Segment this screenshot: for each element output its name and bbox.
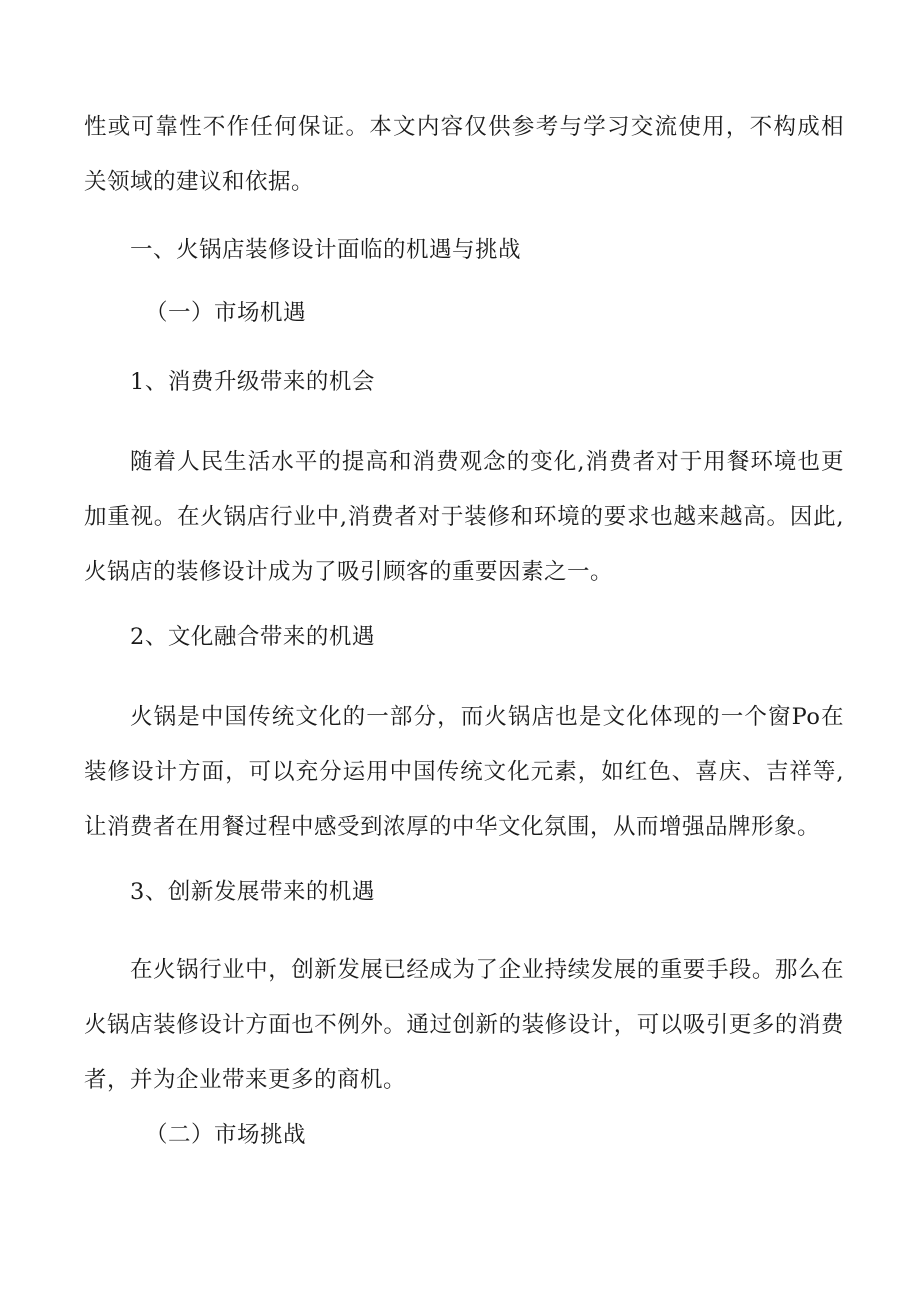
paragraph-2-line-3: 让消费者在用餐过程中感受到浓厚的中华文化氛围，从而增强品牌形象。 xyxy=(84,814,821,840)
paragraph-3-line-2: 火锅店装修设计方面也不例外。通过创新的装修设计，可以吸引更多的消费 xyxy=(84,1012,844,1038)
item-heading-2: 2、文化融合带来的机遇 xyxy=(130,624,375,650)
paragraph-3-line-3: 者，并为企业带来更多的商机。 xyxy=(84,1067,407,1093)
item-heading-1: 1、消费升级带来的机会 xyxy=(130,369,375,395)
subsection-heading-challenges: （二）市场挑战 xyxy=(145,1122,307,1148)
intro-line-1: 性或可靠性不作任何保证。本文内容仅供参考与学习交流使用，不构成相 xyxy=(84,114,844,140)
item-heading-3: 3、创新发展带来的机遇 xyxy=(130,879,375,905)
intro-line-2: 关领域的建议和依据。 xyxy=(84,169,315,195)
paragraph-1-line-2: 加重视。在火锅店行业中,消费者对于装修和环境的要求也越来越高。因此, xyxy=(84,504,844,530)
section-heading: 一、火锅店装修设计面临的机遇与挑战 xyxy=(130,237,522,263)
paragraph-3-line-1: 在火锅行业中，创新发展已经成为了企业持续发展的重要手段。那么在 xyxy=(130,957,844,983)
paragraph-2-line-2: 装修设计方面，可以充分运用中国传统文化元素，如红色、喜庆、吉祥等, xyxy=(84,759,844,785)
paragraph-2-line-1: 火锅是中国传统文化的一部分，而火锅店也是文化体现的一个窗Po在 xyxy=(130,704,844,730)
paragraph-1-line-3: 火锅店的装修设计成为了吸引顾客的重要因素之一。 xyxy=(84,559,614,585)
subsection-heading-opportunities: （一）市场机遇 xyxy=(145,300,307,326)
paragraph-1-line-1: 随着人民生活水平的提高和消费观念的变化,消费者对于用餐环境也更 xyxy=(130,449,844,475)
